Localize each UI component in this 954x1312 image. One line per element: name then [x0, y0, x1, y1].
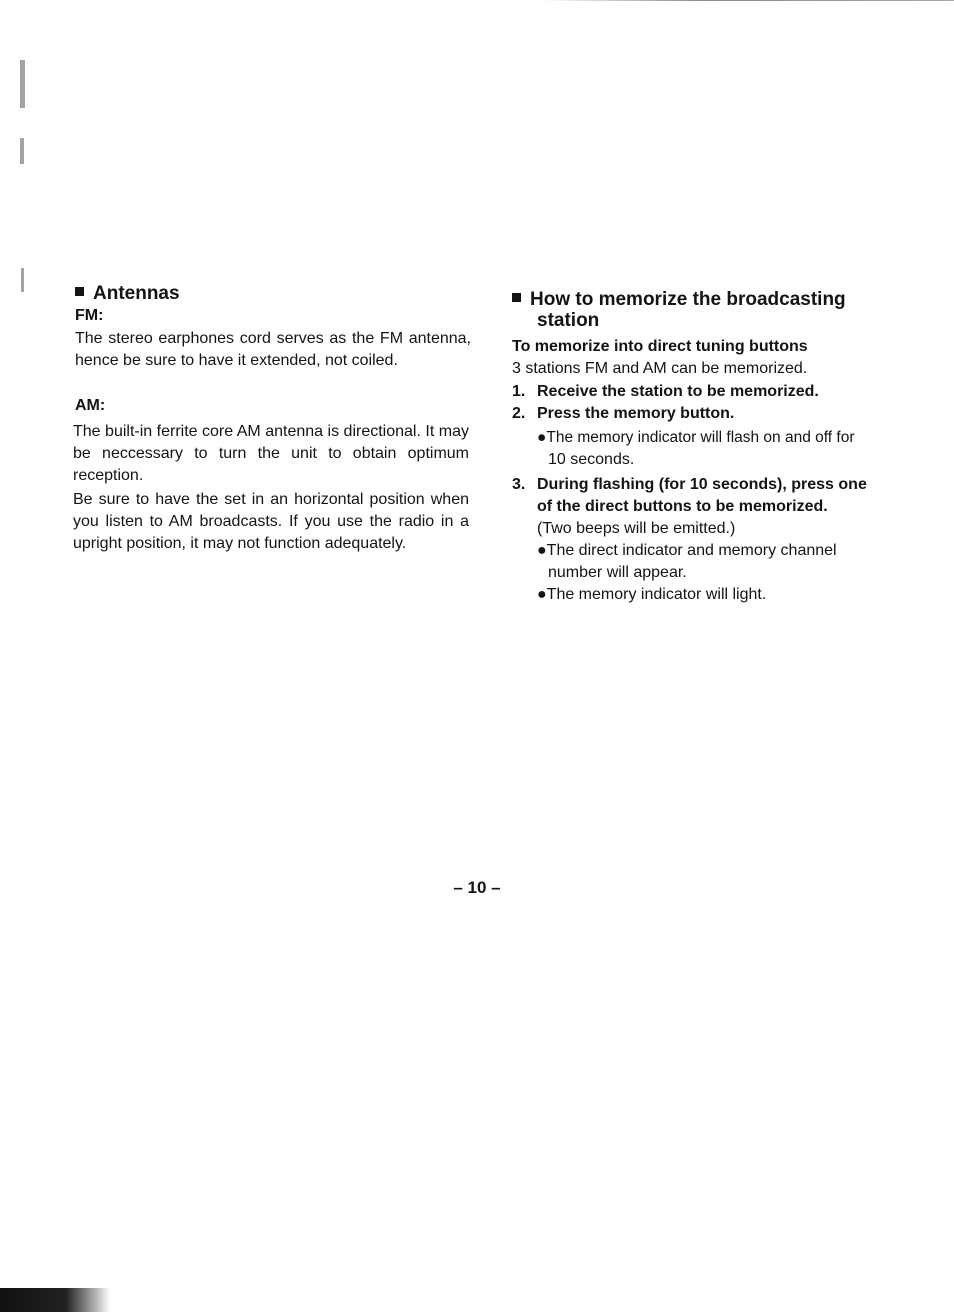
am-label: AM:	[75, 397, 106, 414]
step-3-note2: ●The memory indicator will light.	[537, 586, 767, 603]
square-bullet-icon	[512, 293, 521, 302]
step-2-note-line1: ●The memory indicator will flash on and off for	[537, 429, 855, 446]
am-text-2: Be sure to have the set in an horizontal position when you listen to AM broadcasts. If you use the radio in a upright position, it may not function adequately.	[73, 491, 469, 552]
scan-edge-mark	[21, 268, 24, 292]
step-3-text-line1: During flashing (for 10 seconds), press one	[537, 476, 867, 493]
antennas-heading: Antennas	[75, 284, 180, 304]
step-2-note-line2: 10 seconds.	[548, 451, 635, 468]
step-2-text: Press the memory button.	[537, 405, 735, 422]
page-number: – 10 –	[453, 878, 501, 897]
step-3-note1-line1: ●The direct indicator and memory channel	[537, 542, 837, 559]
scan-corner-mark	[0, 1288, 110, 1312]
memorize-intro: 3 stations FM and AM can be memorized.	[512, 360, 808, 377]
step-3-paren: (Two beeps will be emitted.)	[537, 520, 736, 537]
memorize-heading: How to memorize the broadcasting	[512, 290, 846, 310]
step-3-note1-line2: number will appear.	[548, 564, 687, 581]
fm-text: The stereo earphones cord serves as the FM antenna, hence be sure to have it extended, not coiled.	[75, 330, 471, 369]
scan-edge-mark	[20, 60, 25, 108]
step-1-number: 1.	[512, 383, 526, 400]
step-2-number: 2.	[512, 405, 526, 422]
scan-edge-line	[540, 0, 954, 1]
memorize-heading-line2: station	[537, 310, 600, 331]
step-3-text-line2: of the direct buttons to be memorized.	[537, 498, 828, 515]
step-1-text: Receive the station to be memorized.	[537, 383, 819, 400]
step-3-number: 3.	[512, 476, 526, 493]
square-bullet-icon	[75, 287, 84, 296]
am-text-1: The built-in ferrite core AM antenna is directional. It may be neccessary to turn the unit to obtain optimum reception.	[73, 423, 469, 484]
memorize-subheading: To memorize into direct tuning buttons	[512, 338, 808, 355]
fm-label: FM:	[75, 307, 104, 324]
scan-edge-mark	[20, 138, 24, 164]
